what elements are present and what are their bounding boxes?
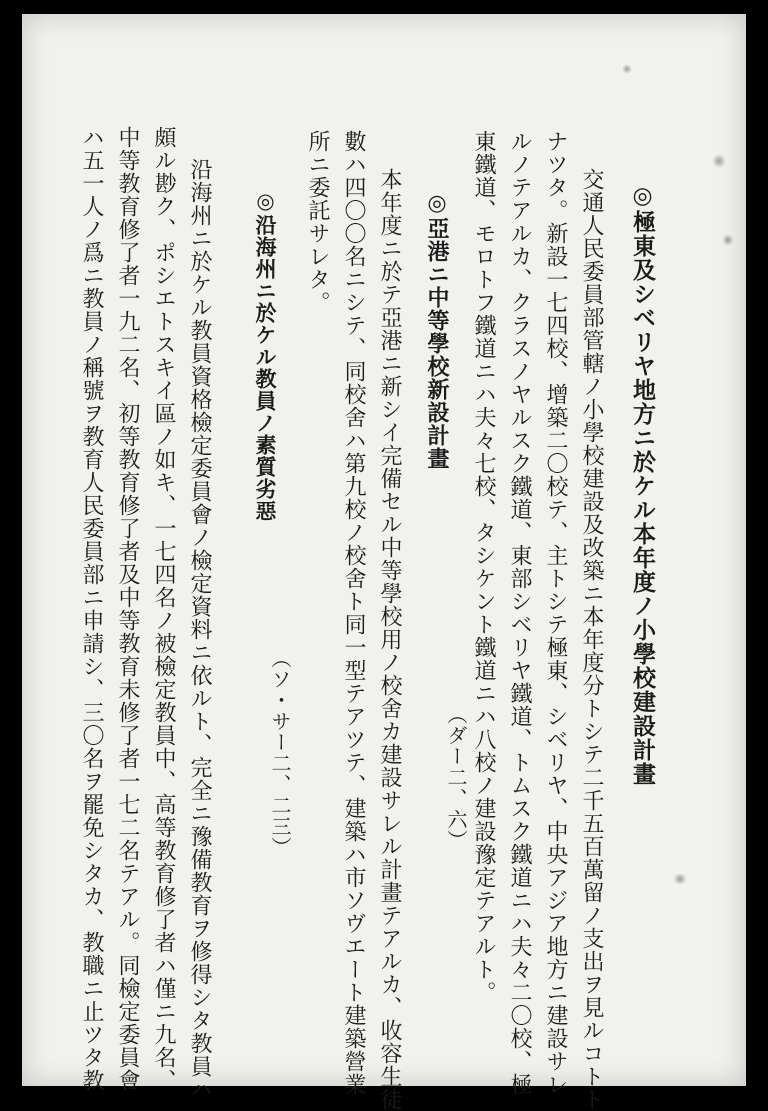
article-body-line: 所ニ委託サレタ。 — [305, 130, 330, 314]
article-heading: ◎亞港ニ中等學校新設計畫 — [424, 190, 450, 470]
scan-smudge — [712, 154, 726, 168]
article-heading: ◎極東及シベリヤ地方ニ於ケル本年度ノ小學校建設計畫 — [629, 182, 656, 786]
scan-smudge — [672, 874, 688, 884]
article-source: （ソ・サー二、二三） — [268, 648, 292, 858]
article-body-line: ハ五一人ノ爲ニ教員ノ稱號ヲ教育人民委員部ニ申請シ、三〇名ヲ罷免シタカ、教職ニ止ツタ教 — [79, 126, 104, 1092]
article-body-line: 本年度ニ於テ亞港ニ新シイ完備セル中等學校用ノ校舍カ建設サレル計畫テアルカ、收容生徒 — [377, 168, 402, 1111]
scan-smudge — [722, 234, 734, 246]
document-page — [22, 14, 746, 1111]
scan-smudge — [622, 64, 632, 74]
article-body-line: 東鐵道、モロトフ鐵道ニハ夫々七校、タシケント鐵道ニハ八校ノ建設豫定テアルト。 — [471, 130, 496, 1004]
article-heading: ◎沿海州ニ於ケル教員ノ素質劣惡 — [253, 188, 278, 522]
article-body-line: 中等教育修了者一九二名、初等教育修了者及中等教育未修了者一七二名テアル。同檢定委員會 — [115, 126, 140, 1092]
article-body-line: 沿海州ニ於ケル教員資格檢定委員會ノ檢定資料ニ依ルト、完全ニ豫備教育ヲ修得シタ教員ハ — [187, 158, 212, 1101]
article-body-line: ルノテアルカ、クラスノヤルスク鐵道、東部シベリヤ鐵道、トムスク鐵道ニハ夫々二〇校、極 — [507, 130, 532, 1096]
article-source: （ダー二、六） — [444, 704, 468, 851]
article-body-line: ナツタ。新設一七四校、增築二〇校テ、主トシテ極東、シベリヤ、中央アジア地方ニ建設サレ — [543, 130, 568, 1096]
article-body-line: 交通人民委員部管轄ノ小學校建設及改築ニ本年度分トシテ二千五百萬留ノ支出ヲ見ルコトト — [579, 168, 604, 1111]
article-body-line: 數ハ四〇〇名ニシテ、同校舍ハ第九校ノ校舍ト同一型テアツテ、建築ハ市ソヴエート建築營業 — [341, 130, 366, 1096]
article-body-line: 頗ル尠ク、ポシエトスキイ區ノ如キ、一七四名ノ被檢定教員中、高等教育修了者ハ僅ニ九名、 — [151, 126, 176, 1092]
